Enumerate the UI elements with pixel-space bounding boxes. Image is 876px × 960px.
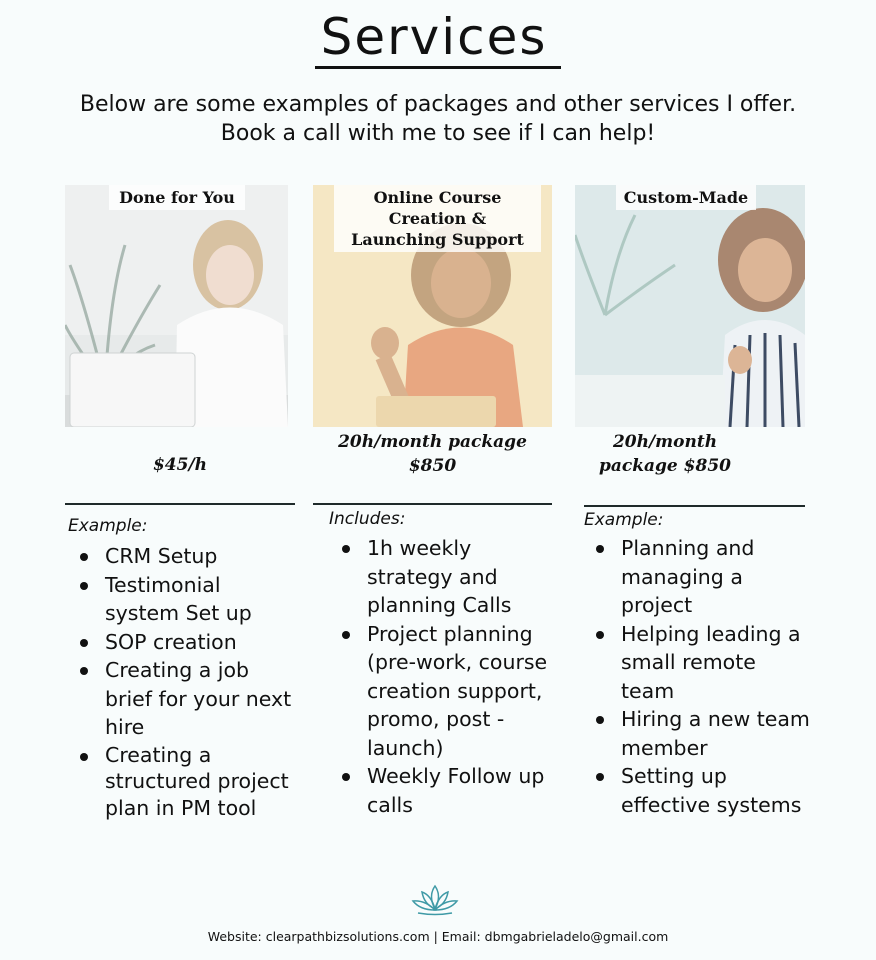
card-tag: Custom-Made	[616, 185, 756, 210]
page-title-text: Services	[315, 8, 562, 69]
divider	[584, 505, 805, 507]
footer-contact: Website: clearpathbizsolutions.com | Email: dbmgabrieladelo@gmail.com	[207, 929, 669, 944]
card-list-label: Example:	[584, 510, 664, 530]
divider	[313, 503, 552, 505]
card-price: 20h/month package $850	[338, 432, 527, 476]
list-item: Creating a job brief for your next hire	[68, 656, 293, 742]
card-tag: Online Course Creation & Launching Support	[334, 185, 541, 252]
card-tag: Done for You	[109, 185, 245, 210]
card-feature-list	[330, 534, 550, 819]
list-item: Testimonial system Set up	[68, 571, 293, 628]
card-feature-list	[584, 534, 813, 819]
card-feature-list	[68, 542, 293, 821]
photo-woman-headset	[575, 185, 805, 427]
list-item: 1h weekly strategy and planning Calls	[330, 534, 550, 620]
list-item: Project planning (pre-work, course creation support, promo, post -launch)	[330, 620, 550, 763]
photo-woman-laptop	[65, 185, 288, 427]
list-item: Weekly Follow up calls	[330, 762, 550, 819]
list-item: Planning and managing a project	[584, 534, 813, 620]
intro-text: Below are some examples of packages and other services I offer. Book a call with me to see if I can help!	[79, 92, 797, 146]
card-list-label: Includes:	[329, 509, 406, 529]
divider	[65, 503, 295, 505]
lotus-logo-icon	[410, 882, 460, 920]
list-item: SOP creation	[68, 628, 293, 657]
list-item: Setting up effective systems	[584, 762, 813, 819]
page-title	[0, 6, 876, 68]
card-price: $45/h	[152, 455, 208, 475]
card-list-label: Example:	[68, 516, 148, 536]
list-item: Creating a structured project plan in PM tool	[68, 742, 293, 822]
list-item: CRM Setup	[68, 542, 293, 571]
list-item: Hiring a new team member	[584, 705, 813, 762]
list-item: Helping leading a small remote team	[584, 620, 813, 706]
card-price: 20h/month package $850	[599, 432, 731, 476]
